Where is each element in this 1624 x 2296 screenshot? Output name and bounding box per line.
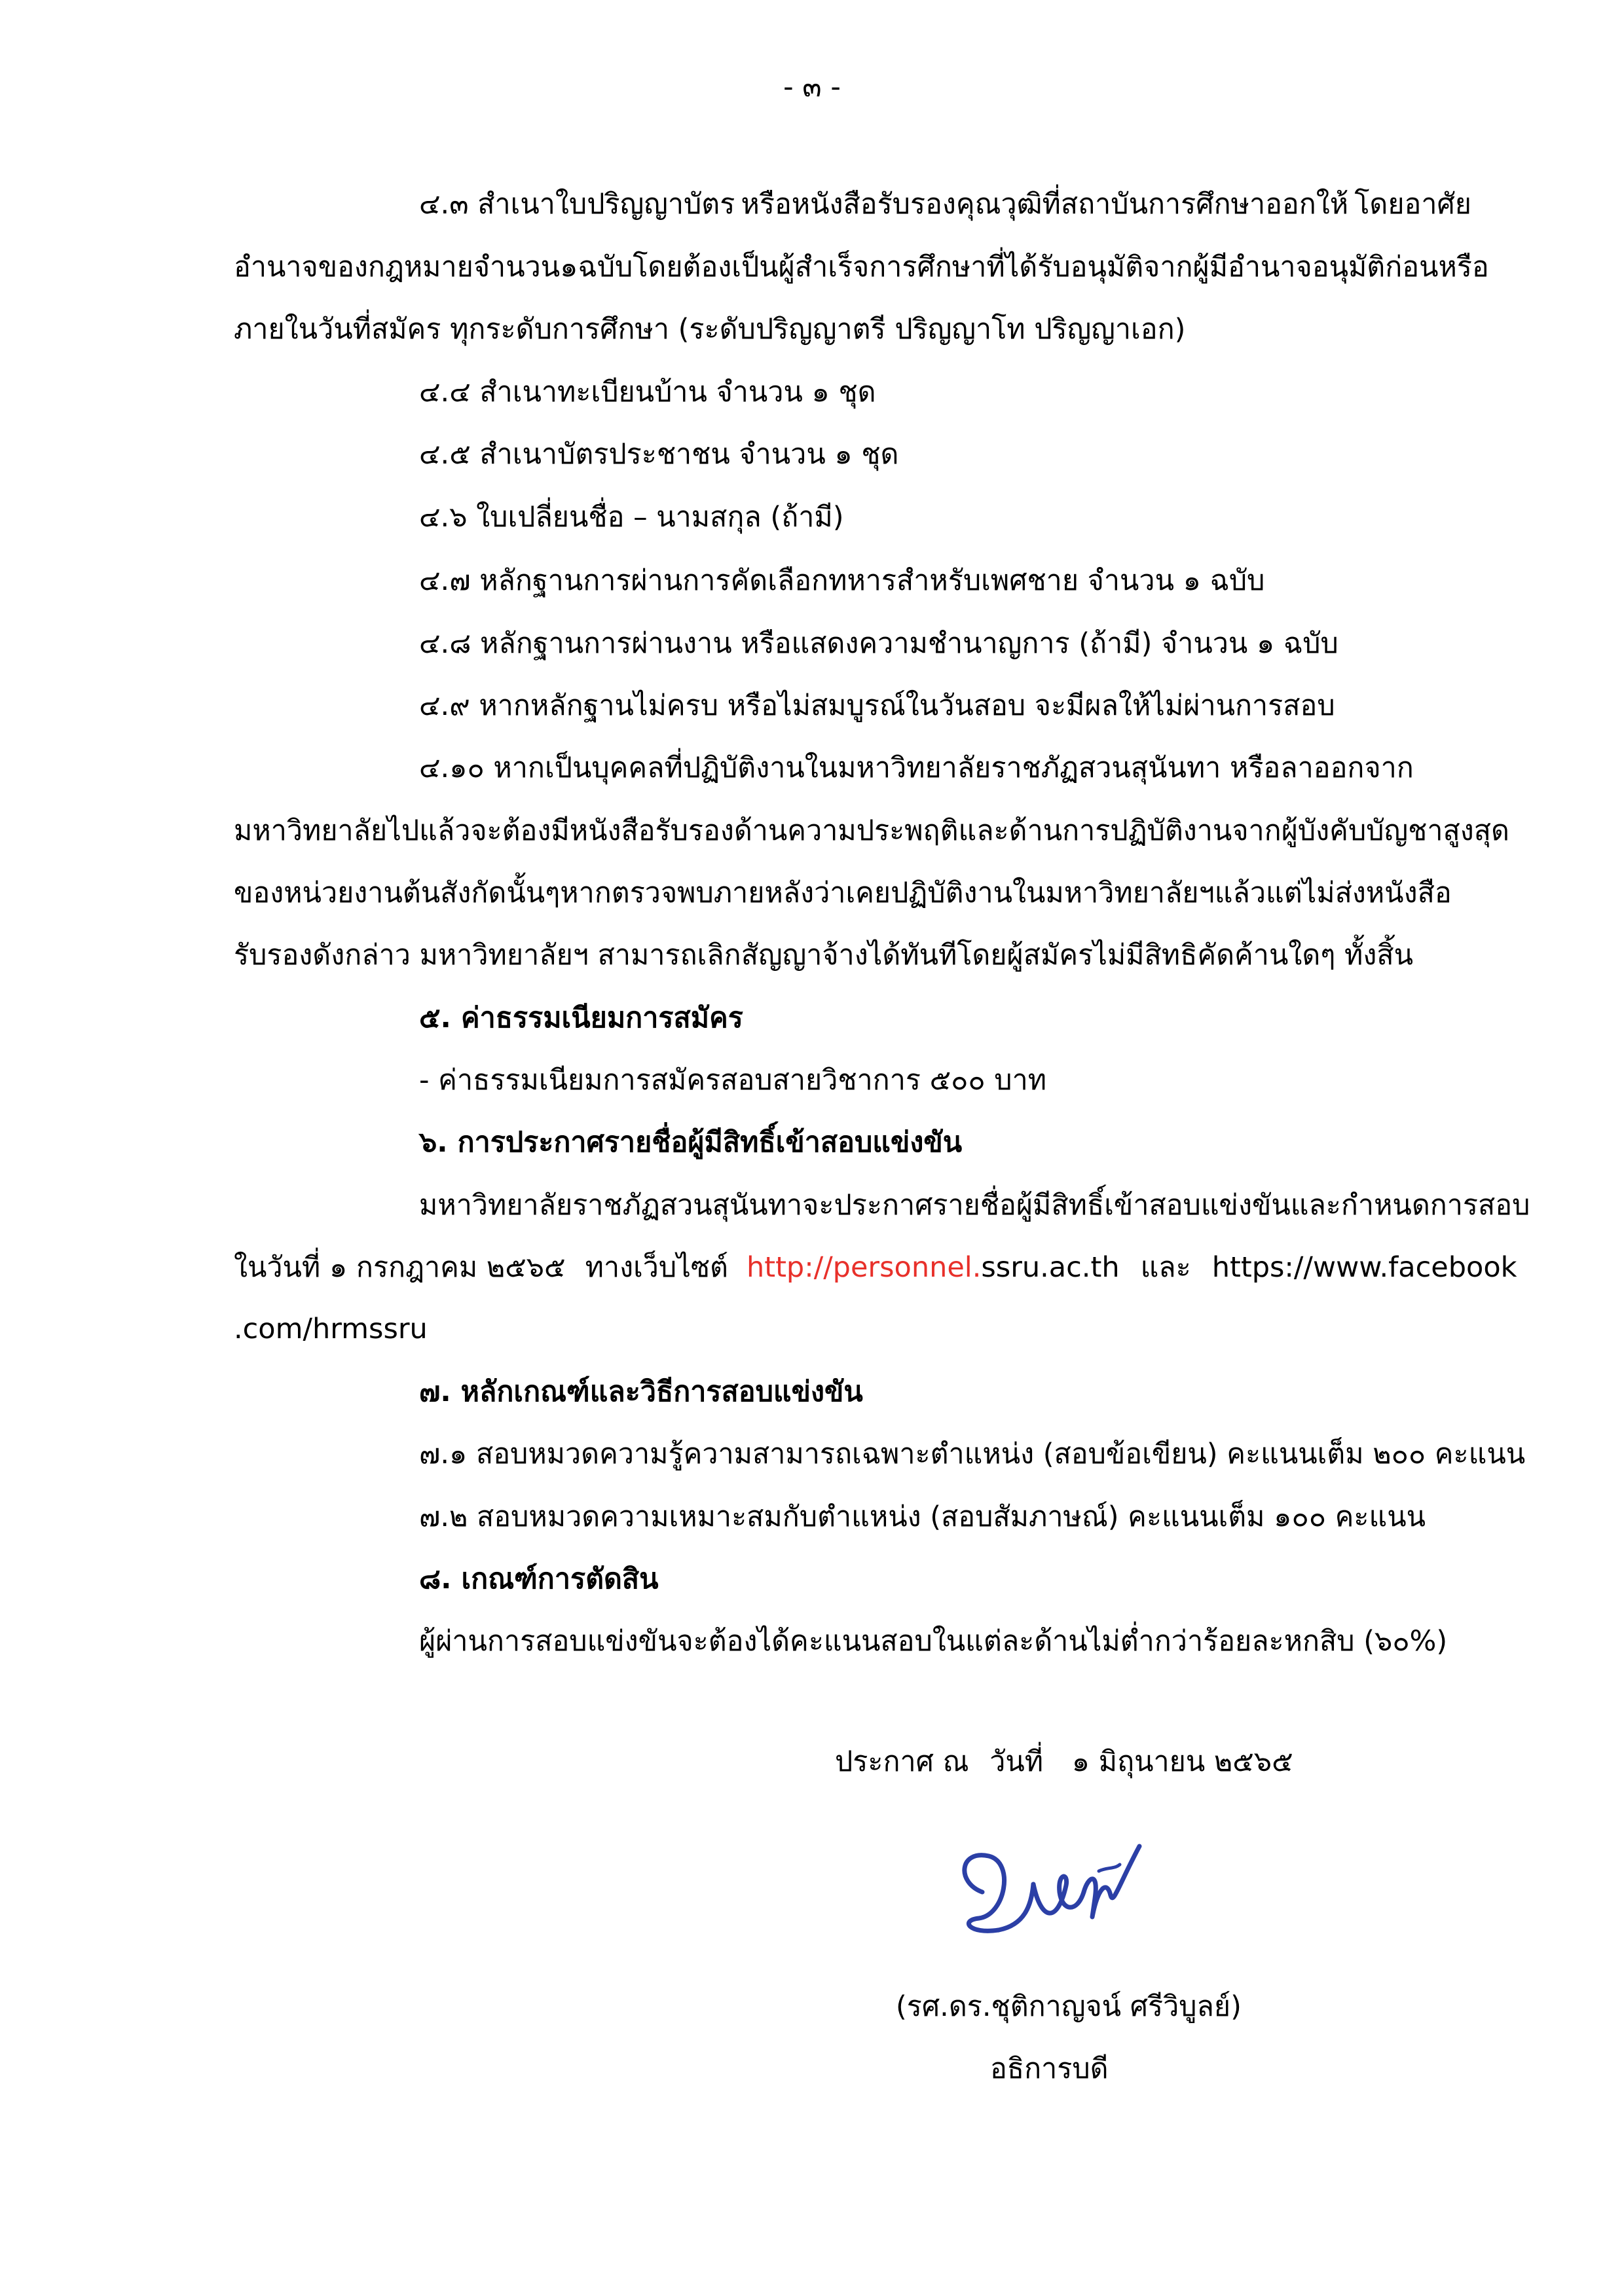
text-segment: ๑ <box>560 251 578 283</box>
signature-image <box>943 1807 1159 1958</box>
text-segment: ๔.๓ สำเนาใบปริญญาบัตร <box>419 188 735 221</box>
signer-name: (รศ.ดร.ชุติกาญจน์ ศรีวิบูลย์) <box>896 1990 1242 2023</box>
item-4-10-line-1: ๔.๑๐ หากเป็นบุคคลที่ปฏิบัติงานในมหาวิทยาลัยราชภัฏสวนสุนันทา หรือลาออกจาก <box>419 752 1414 784</box>
text-segment: หากตรวจพบภายหลังว่าเคยปฏิบัติงานในมหาวิทยาลัยฯแล้ว <box>560 877 1266 909</box>
text-segment: หรือหนังสือรับรองคุณวุฒิที่สถาบันการศึกษาออกให้ <box>741 188 1349 221</box>
item-4-9: ๔.๙ หากหลักฐานไม่ครบ หรือไม่สมบูรณ์ในวันสอบ จะมีผลให้ไม่ผ่านการสอบ <box>419 689 1335 722</box>
signer-title: อธิการบดี <box>990 2052 1109 2085</box>
item-4-6: ๔.๖ ใบเปลี่ยนชื่อ – นามสกุล (ถ้ามี) <box>419 501 844 534</box>
date-label: วันที่ <box>989 1745 1044 1778</box>
text-segment: โดยต้องเป็นผู้สำเร็จการศึกษาที่ได้รับอนุมัติจากผู้มีอำนาจอนุมัติก่อนหรือ <box>633 251 1489 283</box>
item-4-3-line-2 <box>234 251 1489 285</box>
item-4-3-line-1 <box>419 188 1471 222</box>
page-number: - ๓ - <box>783 71 841 103</box>
item-4-10-line-2 <box>234 814 1509 848</box>
text-segment: อำนาจของกฎหมาย <box>234 251 473 283</box>
text-segment: และ <box>1140 1251 1191 1284</box>
section-7-heading: ๗. หลักเกณฑ์และวิธีการสอบแข่งขัน <box>419 1376 863 1408</box>
announce-date <box>835 1745 1293 1779</box>
section-5-text: - ค่าธรรมเนียมการสมัครสอบสายวิชาการ ๕๐๐ บาท <box>419 1064 1047 1097</box>
item-4-10-line-4: รับรองดังกล่าว มหาวิทยาลัยฯ สามารถเลิกสัญญาจ้างได้ทันทีโดยผู้สมัครไม่มีสิทธิคัดค้านใดๆ ทั้งสิ้น <box>234 939 1414 972</box>
link-rest: ssru.ac.th <box>981 1251 1120 1284</box>
section-8-heading: ๘. เกณฑ์การตัดสิน <box>419 1563 659 1595</box>
section-6-heading: ๖. การประกาศรายชื่อผู้มีสิทธิ์เข้าสอบแข่งขัน <box>419 1126 963 1159</box>
website-link[interactable] <box>747 1251 1120 1285</box>
section-5-heading: ๕. ค่าธรรมเนียมการสมัคร <box>419 1002 743 1034</box>
section-6-line-3[interactable]: .com/hrmssru <box>234 1313 428 1345</box>
item-4-10-line-3 <box>234 877 1452 911</box>
text-segment: ในวันที่ ๑ กรกฎาคม ๒๕๖๕ <box>234 1251 566 1284</box>
item-7-2: ๗.๒ สอบหมวดความเหมาะสมกับตำแหน่ง (สอบสัมภาษณ์) คะแนนเต็ม ๑๐๐ คะแนน <box>419 1501 1426 1533</box>
link-prefix: http://personnel. <box>746 1251 982 1284</box>
text-segment: จะต้องมีหนังสือรับรองด้านความประพฤติและด้านการปฏิบัติงานจากผู้บังคับบัญชาสูงสุด <box>470 814 1509 847</box>
item-7-1: ๗.๑ สอบหมวดความรู้ความสามารถเฉพาะตำแหน่ง (สอบข้อเขียน) คะแนนเต็ม ๒๐๐ คะแนน <box>419 1438 1526 1470</box>
section-6-line-1: มหาวิทยาลัยราชภัฏสวนสุนันทาจะประกาศรายชื่อผู้มีสิทธิ์เข้าสอบแข่งขันและกำหนดการสอบ <box>419 1189 1530 1222</box>
section-6-line-2 <box>234 1251 1517 1285</box>
item-4-4: ๔.๔ สำเนาทะเบียนบ้าน จำนวน ๑ ชุด <box>419 376 876 409</box>
item-4-7: ๔.๗ หลักฐานการผ่านการคัดเลือกทหารสำหรับเพศชาย จำนวน ๑ ฉบับ <box>419 564 1265 597</box>
section-8-text: ผู้ผ่านการสอบแข่งขันจะต้องได้คะแนนสอบในแต่ละด้านไม่ต่ำกว่าร้อยละหกสิบ (๖๐%) <box>419 1625 1448 1658</box>
item-4-5: ๔.๕ สำเนาบัตรประชาชน จำนวน ๑ ชุด <box>419 438 899 471</box>
item-4-8: ๔.๘ หลักฐานการผ่านงาน หรือแสดงความชำนาญการ (ถ้ามี) จำนวน ๑ ฉบับ <box>419 627 1338 660</box>
text-segment: แต่ไม่ส่งหนังสือ <box>1265 877 1452 909</box>
date-value: ๑ มิถุนายน ๒๕๖๕ <box>1071 1745 1293 1778</box>
text-segment: ฉบับ <box>578 251 633 283</box>
text-segment: จำนวน <box>473 251 561 283</box>
item-4-3-line-3: ภายในวันที่สมัคร ทุกระดับการศึกษา (ระดับปริญญาตรี ปริญญาโท ปริญญาเอก) <box>234 313 1186 346</box>
announce-label: ประกาศ ณ <box>835 1745 969 1778</box>
text-segment: มหาวิทยาลัยไปแล้ว <box>234 814 471 847</box>
text-segment: ทางเว็บไซต์ <box>585 1251 728 1284</box>
text-segment: โดยอาศัย <box>1354 188 1471 221</box>
facebook-link[interactable]: https://www.facebook <box>1211 1251 1517 1284</box>
text-segment: ของหน่วยงานต้นสังกัดนั้นๆ <box>234 877 561 909</box>
